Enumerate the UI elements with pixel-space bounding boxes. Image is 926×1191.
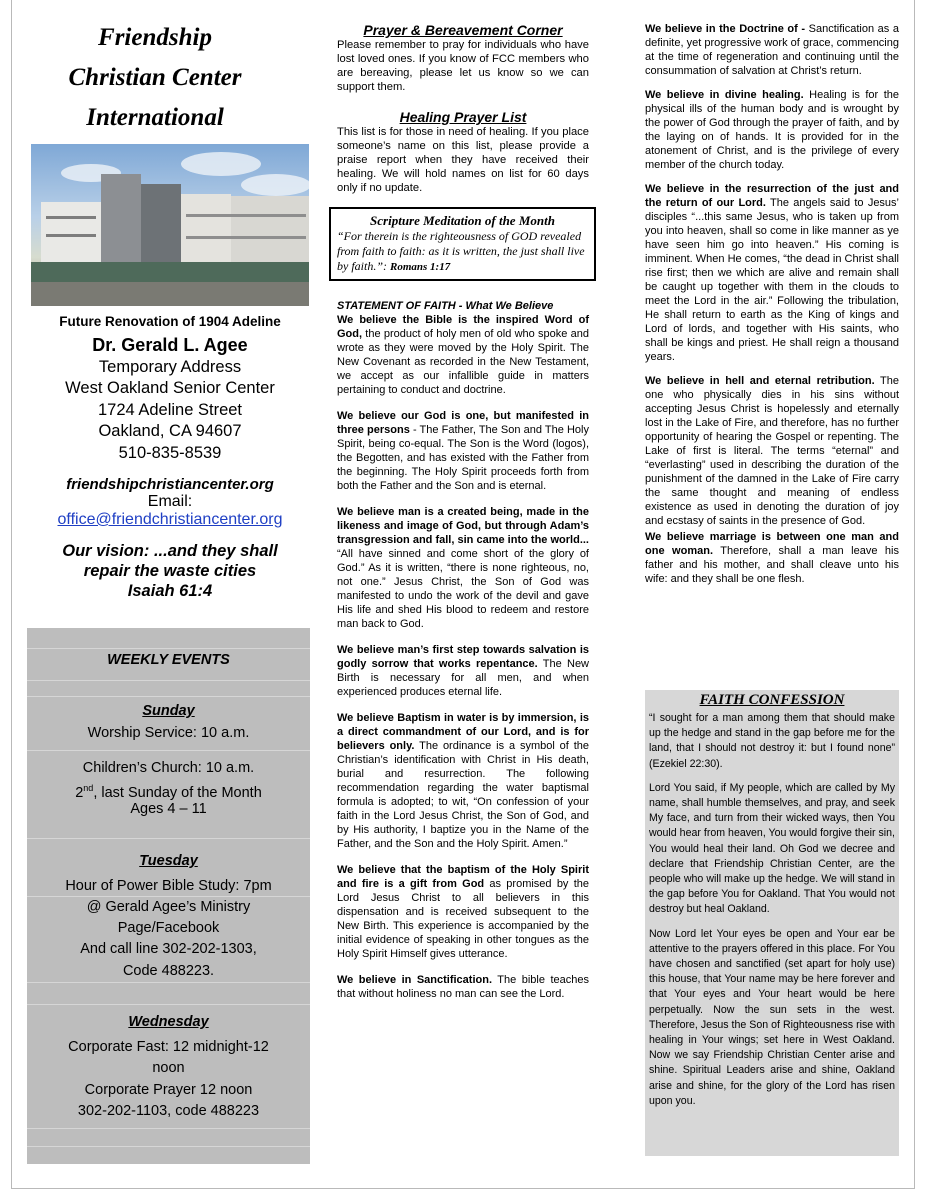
- belief-text: Healing is for the physical ills of the human body and is wrought by the power of God through the prayer of faith, and by the laying on of hands. It is provided for in the atonement of Christ, and is the privilege of every member of the church today.: [645, 89, 899, 171]
- vision-line: Isaiah 61:4: [127, 582, 213, 600]
- belief-paragraph: [645, 88, 899, 172]
- belief-bold: We believe in the Doctrine of -: [645, 23, 806, 35]
- middle-column: [337, 22, 589, 1001]
- address-line: Oakland, CA 94607: [98, 422, 242, 440]
- sunday-children: Children’s Church: 10 a.m.: [82, 760, 255, 776]
- sunday-worship: Worship Service: 10 a.m.: [87, 725, 250, 741]
- healing-prayer-heading: Healing Prayer List: [399, 109, 527, 125]
- prayer-bereavement-text: Please remember to pray for individuals who have lost loved ones. If you know of FCC members who are bereaving, please let us know so we can support them.: [337, 39, 589, 93]
- belief-paragraph: [337, 711, 589, 851]
- belief-bold: We believe our God is one, but manifested in three persons: [337, 410, 589, 436]
- belief-paragraph: [645, 22, 899, 78]
- tuesday-heading: Tuesday: [139, 853, 198, 869]
- contact-block: [27, 335, 313, 464]
- faith-paragraph: Lord You said, if My people, which are called by My name, shall humble themselves, and pray, and seek My face, and turn from their wicked ways, then You would hear from heaven, You would forgive their sin, You would heal their land. Oh God we decree and declare that Friendship Christian Center, are the people who will make up the hedge. We will stand in the gap before You for Oakland. That You would not destroy but heal Oakland.: [649, 781, 895, 916]
- faith-confession-box: [645, 690, 899, 1156]
- church-title-line: International: [86, 104, 224, 131]
- sunday-heading: Sunday: [142, 703, 195, 719]
- belief-text: “All have sinned and come short of the glory of God.” As it is written, “there is none righteous, no, not one.” Jesus Christ, the Son of God was manifested to undo the work of the devil and gave His life and shed His blood to redeem and restore man back to God.: [337, 548, 589, 630]
- scripture-box: [329, 207, 596, 281]
- right-column: [645, 12, 899, 586]
- belief-bold: We believe in hell and eternal retribution.: [645, 375, 875, 387]
- tuesday-line: Code 488223.: [122, 963, 215, 979]
- phone-number: 510-835-8539: [118, 443, 222, 462]
- weekly-events-panel: [27, 628, 310, 1164]
- scripture-reference: Romans 1:17: [390, 261, 451, 273]
- belief-paragraph: [645, 374, 899, 528]
- tuesday-line: Page/Facebook: [117, 920, 220, 936]
- wednesday-line: noon: [152, 1060, 185, 1076]
- belief-bold: We believe the Bible is the inspired Word of God,: [337, 314, 589, 340]
- faith-confession-title: FAITH CONFESSION: [699, 692, 845, 708]
- belief-bold: We believe marriage is between one man and one woman.: [645, 531, 899, 557]
- belief-bold: We believe in Sanctification.: [337, 974, 493, 986]
- wednesday-line: 302-202-1103, code 488223: [77, 1103, 260, 1119]
- website: friendshipchristiancenter.org: [66, 476, 274, 493]
- wednesday-line: Corporate Fast: 12 midnight-12: [68, 1039, 269, 1055]
- ordinal-suffix: nd: [83, 783, 94, 793]
- belief-text: as promised by the Lord Jesus Christ to all believers in this dispensation and is received subsequent to the New Birth. This experience is accompanied by the initial evidence of speaking in other tongues as the Holy Spirit Himself gives utterance.: [337, 878, 589, 960]
- tuesday-line: @ Gerald Agee’s Ministry: [86, 899, 251, 915]
- vision-line: Our vision: ...and they shall: [62, 542, 278, 560]
- church-title-line: Friendship: [98, 24, 212, 51]
- vision-statement: [27, 541, 313, 601]
- address-line: West Oakland Senior Center: [65, 379, 275, 397]
- church-title-line: Christian Center: [68, 64, 242, 91]
- wednesday-line: Corporate Prayer 12 noon: [84, 1082, 253, 1098]
- renovation-photo: [31, 144, 309, 306]
- belief-paragraph: [337, 863, 589, 961]
- belief-text: The one who physically dies in his sins without accepting Jesus Christ is hopelessly and eternally lost in the Lake of Fire, and therefore, has no further opportunity of hearing the Gospel or repenting. The Lake of first is literal. The terms “eternal” and “everlasting” used in describing the duration of the punishment of the damned in the Lake of Fire carry the same thought and meaning of endless existence as used in denoting the duration of joy and ecstasy of saints in the presence of God.: [645, 375, 899, 527]
- scripture-text: [337, 229, 588, 275]
- faith-paragraph: “I sought for a man among them that should make up the hedge and stand in the gap before me for the land, that I should not destroy it: but I found none” (Ezekiel 22:30).: [649, 712, 895, 770]
- belief-paragraph: [645, 182, 899, 364]
- scripture-title: Scripture Meditation of the Month: [370, 213, 555, 228]
- belief-paragraph: [337, 505, 589, 631]
- email-link[interactable]: office@friendchristiancenter.org: [57, 511, 283, 528]
- belief-text: - The Father, The Son and The Holy Spirit, being co-equal. The Son is the Word (logos), the Begotten, and has existed with the Father from the beginning. The Holy Spirit proceeds forth from both the Father and the Son and is eternal.: [337, 424, 589, 492]
- scripture-quote: “For therein is the righteousness of GOD revealed from faith to faith: as it is written, the just shall live by faith.”:: [337, 229, 585, 273]
- schedule-text: , last Sunday of the Month: [93, 784, 262, 801]
- belief-text: The New Birth is necessary for all men, and when experienced produces eternal life.: [337, 658, 590, 698]
- sunday-ages: Ages 4 – 11: [130, 801, 207, 817]
- photo-caption: Future Renovation of 1904 Adeline: [59, 314, 281, 329]
- belief-text: The angels said to Jesus’ disciples “...this same Jesus, who is taken up from you into heaven, shall so come in like manner as ye have seen him go into heaven.” His coming is imminent. When He comes, “the dead in Christ shall rise first; then we which are alive and remain shall be caught up together with them in the clouds to meet the Lord in the air.” Following the tribulation, He shall return to earth as the King of kings and Lord of lords, and together with His saints, who shall be kings and priest. He shall reign a thousand years.: [645, 197, 899, 363]
- weekly-events-title: WEEKLY EVENTS: [107, 652, 230, 668]
- belief-bold: We believe Baptism in water is by immersion, is a direct commandment of our Lord, and is for believers only.: [337, 712, 589, 752]
- belief-text: Sanctification as a definite, yet progressive work of grace, commencing at the time of regeneration and continuing until the consummation of salvation at Christ’s return.: [645, 23, 899, 77]
- address-line: 1724 Adeline Street: [97, 400, 243, 419]
- faith-paragraph: Now Lord let Your eyes be open and Your ear be attentive to the prayers offered in this place. For You have chosen and sanctified (set apart for holy use) this house, that Your name may be here forever and that Your eyes and Your heart would be here perpetually. Now the sun sets in the west. Therefore, Jesus the Son of Righteousness rise with healing in Your wings; set here in West Oakland. Now we say Friendship Christian Center arise and shine. Spiritual Leaders arise and shine, Oakland arise and shine, for the glory of the Lord has risen upon you.: [649, 927, 895, 1107]
- wednesday-heading: Wednesday: [128, 1014, 209, 1030]
- belief-bold: We believe in the resurrection of the just and the return of our Lord.: [645, 183, 899, 209]
- ordinal-number: 2: [75, 784, 84, 801]
- belief-text: Therefore, shall a man leave his father and his mother, and shall cleave unto his wife: and they shall be one flesh.: [645, 545, 899, 585]
- statement-of-faith: [337, 299, 589, 397]
- prayer-bereavement-heading: Prayer & Bereavement Corner: [363, 22, 563, 38]
- belief-paragraph: [645, 530, 899, 586]
- tuesday-line: Hour of Power Bible Study: 7pm: [65, 878, 272, 894]
- vision-line: repair the waste cities: [83, 562, 257, 580]
- belief-text: the product of holy men of old who spoke and wrote as they were moved by the Holy Spirit. The New Covenant as recorded in the New Testament, we accept as our infallible guide in matters pertaining to conduct and doctrine.: [337, 328, 589, 396]
- belief-text: The bible teaches that without holiness no man can see the Lord.: [337, 974, 589, 1000]
- belief-bold: We believe in divine healing.: [645, 89, 804, 101]
- tuesday-line: And call line 302-202-1303,: [80, 941, 257, 957]
- healing-prayer-text: This list is for those in need of healing. If you place someone’s name on this list, please provide a praise report when they have received their healing. We will hold names on list for 60 days only if no update.: [337, 126, 589, 194]
- belief-paragraph: [337, 409, 589, 493]
- belief-paragraph: [337, 973, 589, 1001]
- address-line: Temporary Address: [98, 357, 242, 376]
- belief-text: The ordinance is a symbol of the Christian’s identification with Christ in His death, burial and resurrection. The following recommendation regarding the water baptismal formula is adopted; to wit, “On confession of your faith in the Lord Jesus Christ, the Son of God, and by His authority, I baptize you in the Name of the Father, and the Son and the Holy Spirit. Amen.”: [337, 740, 589, 850]
- belief-bold: We believe that the baptism of the Holy Spirit and fire is a gift from God: [337, 864, 589, 890]
- pastor-name: Dr. Gerald L. Agee: [92, 335, 248, 355]
- left-column: [27, 0, 283, 1119]
- statement-heading: STATEMENT OF FAITH - What We Believe: [337, 300, 554, 312]
- email-label: Email:: [147, 493, 193, 510]
- belief-bold: We believe man is a created being, made in the likeness and image of God, but through Adam’s transgression and fall, sin came into the world...: [337, 506, 589, 546]
- belief-paragraph: [337, 643, 589, 699]
- belief-bold: We believe man’s first step towards salvation is godly sorrow that works repentance.: [337, 644, 589, 670]
- church-title: [27, 18, 283, 138]
